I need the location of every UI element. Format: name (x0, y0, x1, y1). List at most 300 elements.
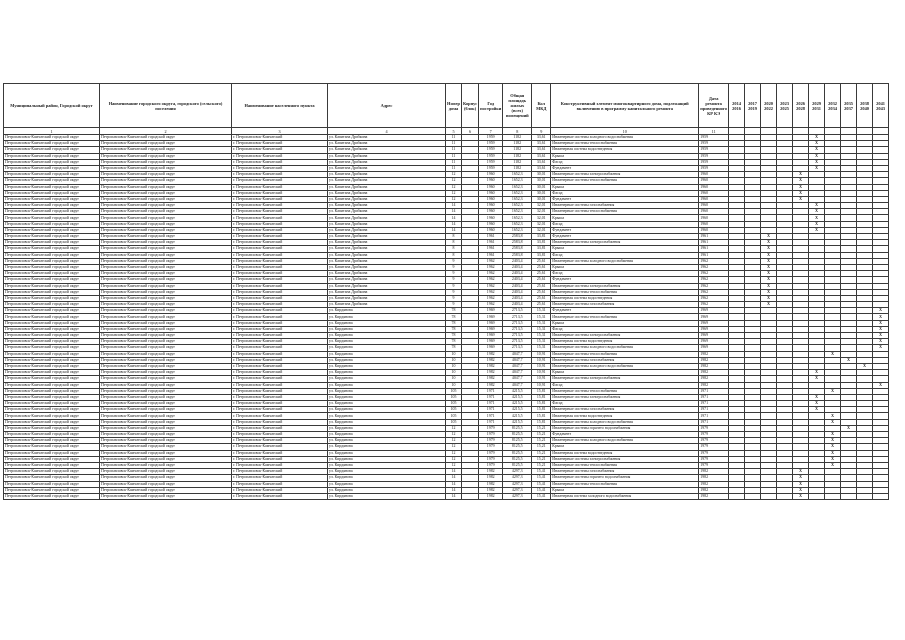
address-cell: ул. Кирдянова (328, 450, 446, 456)
settlement-cell: Петропавловск-Камчатский городской округ (100, 264, 232, 270)
column-header: 2041 2043 (873, 84, 889, 128)
build-year-cell: 1979 (479, 444, 503, 450)
address-cell: ул. Капитана Драбкина (328, 190, 446, 196)
build-year-cell: 1982 (479, 481, 503, 487)
district-cell: Петропавловск-Камчатский городской округ (4, 178, 100, 184)
settlement-cell: Петропавловск-Камчатский городской округ (100, 314, 232, 320)
repair-date-cell: 1962 (699, 264, 729, 270)
build-year-cell: 1971 (479, 413, 503, 419)
settlement-cell: Петропавловск-Камчатский городской округ (100, 234, 232, 240)
house-number-cell: 12 (446, 456, 462, 462)
period-mark-cell: X (761, 252, 777, 258)
address-cell: ул. Капитана Драбкина (328, 153, 446, 159)
element-cell: Крыша (551, 264, 699, 270)
build-year-cell: 1971 (479, 388, 503, 394)
repair-date-cell: 1969 (699, 345, 729, 351)
mkd-count-cell: 10,91 (532, 370, 551, 376)
locality-cell: г. Петропавловск-Камчатский (232, 333, 328, 339)
address-cell: ул. Капитана Драбкина (328, 203, 446, 209)
column-number (729, 128, 745, 135)
area-cell: 4297,3 (503, 475, 532, 481)
column-number: 5 (446, 128, 462, 135)
element-cell: Инженерные системы газоснабжения (551, 469, 699, 475)
mkd-count-cell: 15,81 (532, 388, 551, 394)
locality-cell: г. Петропавловск-Камчатский (232, 487, 328, 493)
period-mark-cell: X (841, 357, 857, 363)
area-cell: 1182 (503, 141, 532, 147)
column-header: 2038 2040 (857, 84, 873, 128)
house-number-cell: 78 (446, 333, 462, 339)
locality-cell: г. Петропавловск-Камчатский (232, 178, 328, 184)
settlement-cell: Петропавловск-Камчатский городской округ (100, 196, 232, 202)
build-year-cell: 1960 (479, 196, 503, 202)
period-mark-cell: X (761, 246, 777, 252)
element-cell: Инженерные системы холодного водоснабжения (551, 258, 699, 264)
district-cell: Петропавловск-Камчатский городской округ (4, 339, 100, 345)
element-cell: Крыша (551, 444, 699, 450)
element-cell: Фасад (551, 159, 699, 165)
locality-cell: г. Петропавловск-Камчатский (232, 481, 328, 487)
district-cell: Петропавловск-Камчатский городской округ (4, 240, 100, 246)
locality-cell: г. Петропавловск-Камчатский (232, 438, 328, 444)
build-year-cell: 1961 (479, 234, 503, 240)
address-cell: ул. Капитана Драбкина (328, 302, 446, 308)
build-year-cell: 1969 (479, 339, 503, 345)
locality-cell: г. Петропавловск-Камчатский (232, 425, 328, 431)
settlement-cell: Петропавловск-Камчатский городской округ (100, 388, 232, 394)
address-cell: ул. Кирдянова (328, 413, 446, 419)
build-year-cell: 1982 (479, 382, 503, 388)
address-cell: ул. Капитана Драбкина (328, 147, 446, 153)
locality-cell: г. Петропавловск-Камчатский (232, 382, 328, 388)
address-cell: ул. Кирдянова (328, 339, 446, 345)
house-number-cell: 14 (446, 469, 462, 475)
house-number-cell: 9 (446, 283, 462, 289)
area-cell: 1652,3 (503, 190, 532, 196)
period-mark-cell: X (873, 339, 889, 345)
period-mark-cell: X (809, 153, 825, 159)
period-mark-cell: X (793, 178, 809, 184)
mkd-count-cell: 10,91 (532, 351, 551, 357)
settlement-cell: Петропавловск-Камчатский городской округ (100, 376, 232, 382)
element-cell: Инженерные системы теплоснабжения (551, 289, 699, 295)
area-cell: 2713,5 (503, 314, 532, 320)
repair-date-cell: 1971 (699, 419, 729, 425)
settlement-cell: Петропавловск-Камчатский городской округ (100, 221, 232, 227)
element-cell: Инженерные системы газоснабжения (551, 357, 699, 363)
build-year-cell: 1962 (479, 258, 503, 264)
column-number (777, 128, 793, 135)
locality-cell: г. Петропавловск-Камчатский (232, 153, 328, 159)
element-cell: Крыша (551, 487, 699, 493)
repair-date-cell: 1962 (699, 258, 729, 264)
locality-cell: г. Петропавловск-Камчатский (232, 246, 328, 252)
build-year-cell: 1959 (479, 153, 503, 159)
column-number: 3 (232, 128, 328, 135)
build-year-cell: 1982 (479, 487, 503, 493)
locality-cell: г. Петропавловск-Камчатский (232, 147, 328, 153)
repair-date-cell: 1971 (699, 394, 729, 400)
locality-cell: г. Петропавловск-Камчатский (232, 252, 328, 258)
mkd-count-cell: 30,01 (532, 172, 551, 178)
settlement-cell: Петропавловск-Камчатский городской округ (100, 339, 232, 345)
locality-cell: г. Петропавловск-Камчатский (232, 141, 328, 147)
mkd-count-cell: 15,41 (532, 475, 551, 481)
period-mark-cell: X (761, 295, 777, 301)
address-cell: ул. Капитана Драбкина (328, 252, 446, 258)
build-year-cell: 1971 (479, 394, 503, 400)
repair-date-cell: 1969 (699, 320, 729, 326)
district-cell: Петропавловск-Камчатский городской округ (4, 401, 100, 407)
element-cell: Фасад (551, 271, 699, 277)
period-mark-cell: X (793, 172, 809, 178)
address-cell: ул. Капитана Драбкина (328, 264, 446, 270)
element-cell: Крыша (551, 370, 699, 376)
period-mark-cell: X (873, 333, 889, 339)
area-cell: 4297,3 (503, 469, 532, 475)
repair-date-cell: 1959 (699, 159, 729, 165)
element-cell: Инженерные системы электроснабжения (551, 172, 699, 178)
address-cell: ул. Кирдянова (328, 432, 446, 438)
element-cell: Инженерные системы электроснабжения (551, 240, 699, 246)
district-cell: Петропавловск-Камчатский городской округ (4, 153, 100, 159)
column-number (857, 128, 873, 135)
district-cell: Петропавловск-Камчатский городской округ (4, 388, 100, 394)
address-cell: ул. Кирдянова (328, 333, 446, 339)
column-number: 9 (532, 128, 551, 135)
build-year-cell: 1969 (479, 308, 503, 314)
address-cell: ул. Капитана Драбкина (328, 258, 446, 264)
address-cell: ул. Капитана Драбкина (328, 289, 446, 295)
house-number-cell: 78 (446, 320, 462, 326)
settlement-cell: Петропавловск-Камчатский городской округ (100, 271, 232, 277)
address-cell: ул. Кирдянова (328, 370, 446, 376)
mkd-count-cell: 15,41 (532, 487, 551, 493)
locality-cell: г. Петропавловск-Камчатский (232, 339, 328, 345)
district-cell: Петропавловск-Камчатский городской округ (4, 227, 100, 233)
address-cell: ул. Кирдянова (328, 475, 446, 481)
element-cell: Фундамент (551, 277, 699, 283)
house-number-cell: 10 (446, 357, 462, 363)
settlement-cell: Петропавловск-Камчатский городской округ (100, 469, 232, 475)
area-cell: 2583,8 (503, 234, 532, 240)
settlement-cell: Петропавловск-Камчатский городской округ (100, 425, 232, 431)
column-header: Год постройки (479, 84, 503, 128)
district-cell: Петропавловск-Камчатский городской округ (4, 271, 100, 277)
mkd-count-cell: 15,31 (532, 339, 551, 345)
district-cell: Петропавловск-Камчатский городской округ (4, 215, 100, 221)
repair-date-cell: 1982 (699, 487, 729, 493)
house-number-cell: 11 (446, 159, 462, 165)
address-cell: ул. Кирдянова (328, 438, 446, 444)
district-cell: Петропавловск-Камчатский городской округ (4, 172, 100, 178)
area-cell: 1182 (503, 153, 532, 159)
build-year-cell: 1961 (479, 252, 503, 258)
mkd-count-cell: 25,61 (532, 295, 551, 301)
locality-cell: г. Петропавловск-Камчатский (232, 326, 328, 332)
period-mark-cell: X (793, 481, 809, 487)
mkd-count-cell: 15,31 (532, 314, 551, 320)
district-cell: Петропавловск-Камчатский городской округ (4, 450, 100, 456)
settlement-cell: Петропавловск-Камчатский городской округ (100, 159, 232, 165)
address-cell: ул. Кирдянова (328, 357, 446, 363)
locality-cell: г. Петропавловск-Камчатский (232, 172, 328, 178)
house-number-cell: 78 (446, 326, 462, 332)
house-number-cell: 14 (446, 221, 462, 227)
district-cell: Петропавловск-Камчатский городской округ (4, 264, 100, 270)
address-cell: ул. Капитана Драбкина (328, 221, 446, 227)
mkd-count-cell: 15,81 (532, 413, 551, 419)
district-cell: Петропавловск-Камчатский городской округ (4, 382, 100, 388)
element-cell: Инженерные системы электроснабжения (551, 376, 699, 382)
repair-date-cell: 1982 (699, 493, 729, 499)
build-year-cell: 1979 (479, 432, 503, 438)
locality-cell: г. Петропавловск-Камчатский (232, 419, 328, 425)
element-cell: Инженерные системы теплоснабжения (551, 141, 699, 147)
house-number-cell: 8 (446, 234, 462, 240)
district-cell: Петропавловск-Камчатский городской округ (4, 196, 100, 202)
element-cell: Инженерная система водоотведения (551, 450, 699, 456)
period-mark-cell: X (809, 165, 825, 171)
repair-date-cell: 1979 (699, 444, 729, 450)
element-cell: Фундамент (551, 432, 699, 438)
repair-date-cell: 1982 (699, 370, 729, 376)
period-mark-cell: X (825, 351, 841, 357)
element-cell: Инженерные системы теплоснабжения (551, 462, 699, 468)
district-cell: Петропавловск-Камчатский городской округ (4, 135, 100, 141)
district-cell: Петропавловск-Камчатский городской округ (4, 252, 100, 258)
address-cell: ул. Кирдянова (328, 481, 446, 487)
area-cell: 2713,5 (503, 308, 532, 314)
column-header: Адрес (328, 84, 446, 128)
mkd-count-cell: 15,41 (532, 481, 551, 487)
element-cell: Инженерная система водоотведения (551, 147, 699, 153)
locality-cell: г. Петропавловск-Камчатский (232, 277, 328, 283)
house-number-cell: 10 (446, 370, 462, 376)
repair-date-cell: 1971 (699, 413, 729, 419)
repair-date-cell: 1971 (699, 407, 729, 413)
mkd-count-cell: 15,21 (532, 456, 551, 462)
build-year-cell: 1960 (479, 215, 503, 221)
build-year-cell: 1960 (479, 221, 503, 227)
locality-cell: г. Петропавловск-Камчатский (232, 264, 328, 270)
district-cell: Петропавловск-Камчатский городской округ (4, 147, 100, 153)
element-cell: Инженерная система водоотведения (551, 413, 699, 419)
district-cell: Петропавловск-Камчатский городской округ (4, 469, 100, 475)
area-cell: 1652,3 (503, 209, 532, 215)
locality-cell: г. Петропавловск-Камчатский (232, 376, 328, 382)
build-year-cell: 1960 (479, 190, 503, 196)
house-number-cell: 14 (446, 203, 462, 209)
address-cell: ул. Капитана Драбкина (328, 196, 446, 202)
repair-date-cell: 1961 (699, 234, 729, 240)
district-cell: Петропавловск-Камчатский городской округ (4, 209, 100, 215)
settlement-cell: Петропавловск-Камчатский городской округ (100, 172, 232, 178)
build-year-cell: 1969 (479, 320, 503, 326)
repair-date-cell: 1969 (699, 314, 729, 320)
mkd-count-cell: 30,01 (532, 178, 551, 184)
settlement-cell: Петропавловск-Камчатский городской округ (100, 345, 232, 351)
house-number-cell: 9 (446, 271, 462, 277)
build-year-cell: 1971 (479, 407, 503, 413)
locality-cell: г. Петропавловск-Камчатский (232, 320, 328, 326)
house-number-cell: 10 (446, 382, 462, 388)
settlement-cell: Петропавловск-Камчатский городской округ (100, 295, 232, 301)
locality-cell: г. Петропавловск-Камчатский (232, 401, 328, 407)
column-number: 6 (462, 128, 479, 135)
locality-cell: г. Петропавловск-Камчатский (232, 456, 328, 462)
period-mark-cell: X (809, 401, 825, 407)
period-mark-cell: X (809, 203, 825, 209)
element-cell: Инженерные системы электроснабжения (551, 456, 699, 462)
mkd-count-cell: 30,01 (532, 184, 551, 190)
build-year-cell: 1982 (479, 351, 503, 357)
table-header (4, 84, 889, 135)
address-cell: ул. Капитана Драбкина (328, 178, 446, 184)
period-mark-cell: X (873, 308, 889, 314)
column-header: 2035 2037 (841, 84, 857, 128)
house-number-cell: 105 (446, 394, 462, 400)
area-cell: 4047,7 (503, 363, 532, 369)
repair-date-cell: 1962 (699, 302, 729, 308)
period-mark-cell: X (761, 234, 777, 240)
period-mark-cell: X (825, 419, 841, 425)
settlement-cell: Петропавловск-Камчатский городской округ (100, 370, 232, 376)
settlement-cell: Петропавловск-Камчатский городской округ (100, 450, 232, 456)
element-cell: Крыша (551, 153, 699, 159)
element-cell: Инженерная система холодного водоснабжения (551, 493, 699, 499)
address-cell: ул. Капитана Драбкина (328, 246, 446, 252)
district-cell: Петропавловск-Камчатский городской округ (4, 246, 100, 252)
house-number-cell: 105 (446, 413, 462, 419)
settlement-cell: Петропавловск-Камчатский городской округ (100, 407, 232, 413)
area-cell: 8125,5 (503, 444, 532, 450)
build-year-cell: 1962 (479, 289, 503, 295)
address-cell: ул. Кирдянова (328, 469, 446, 475)
period-mark-cell (841, 493, 857, 499)
element-cell: Инженерные системы теплоснабжения (551, 178, 699, 184)
locality-cell: г. Петропавловск-Камчатский (232, 221, 328, 227)
house-number-cell: 14 (446, 475, 462, 481)
column-number (873, 128, 889, 135)
repair-date-cell: 1960 (699, 190, 729, 196)
area-cell: 4047,7 (503, 376, 532, 382)
build-year-cell: 1960 (479, 184, 503, 190)
settlement-cell: Петропавловск-Камчатский городской округ (100, 493, 232, 499)
mkd-count-cell: 15,31 (532, 345, 551, 351)
locality-cell: г. Петропавловск-Камчатский (232, 394, 328, 400)
column-number (809, 128, 825, 135)
settlement-cell: Петропавловск-Камчатский городской округ (100, 308, 232, 314)
settlement-cell: Петропавловск-Камчатский городской округ (100, 481, 232, 487)
repair-date-cell: 1962 (699, 277, 729, 283)
address-cell: ул. Кирдянова (328, 320, 446, 326)
settlement-cell: Петропавловск-Камчатский городской округ (100, 147, 232, 153)
period-mark-cell: X (825, 432, 841, 438)
area-cell: 2713,5 (503, 326, 532, 332)
period-mark-cell: X (809, 407, 825, 413)
block-cell (462, 493, 479, 499)
settlement-cell: Петропавловск-Камчатский городской округ (100, 165, 232, 171)
house-number-cell: 9 (446, 295, 462, 301)
element-cell: Фасад (551, 190, 699, 196)
period-mark-cell: X (761, 264, 777, 270)
repair-date-cell: 1982 (699, 475, 729, 481)
district-cell: Петропавловск-Камчатский городской округ (4, 333, 100, 339)
area-cell: 2403,4 (503, 271, 532, 277)
build-year-cell: 1962 (479, 283, 503, 289)
house-number-cell: 9 (446, 302, 462, 308)
locality-cell: г. Петропавловск-Камчатский (232, 227, 328, 233)
period-mark-cell: X (873, 320, 889, 326)
house-number-cell: 8 (446, 240, 462, 246)
repair-date-cell: 1959 (699, 141, 729, 147)
district-cell: Петропавловск-Камчатский городской округ (4, 302, 100, 308)
area-cell: 8125,5 (503, 432, 532, 438)
repair-date-cell: 1979 (699, 456, 729, 462)
settlement-cell: Петропавловск-Камчатский городской округ (100, 153, 232, 159)
address-cell: ул. Капитана Драбкина (328, 172, 446, 178)
element-cell: Крыша (551, 246, 699, 252)
area-cell: 4215,5 (503, 388, 532, 394)
settlement-cell: Петропавловск-Камчатский городской округ (100, 215, 232, 221)
column-number (761, 128, 777, 135)
element-cell: Фасад (551, 252, 699, 258)
address-cell: ул. Кирдянова (328, 425, 446, 431)
settlement-cell: Петропавловск-Камчатский городской округ (100, 302, 232, 308)
element-cell: Фасад (551, 221, 699, 227)
build-year-cell: 1971 (479, 401, 503, 407)
area-cell: 8125,5 (503, 425, 532, 431)
period-mark-cell: X (793, 487, 809, 493)
house-number-cell: 12 (446, 190, 462, 196)
house-number-cell: 12 (446, 196, 462, 202)
locality-cell: г. Петропавловск-Камчатский (232, 234, 328, 240)
build-year-cell: 1969 (479, 326, 503, 332)
period-mark-cell: X (857, 363, 873, 369)
column-header: Номер дома (446, 84, 462, 128)
period-mark-cell: X (809, 376, 825, 382)
address-cell: ул. Капитана Драбкина (328, 277, 446, 283)
mkd-count-cell: 33,61 (532, 159, 551, 165)
area-cell: 8125,5 (503, 456, 532, 462)
district-cell: Петропавловск-Камчатский городской округ (4, 159, 100, 165)
element-cell: Инженерные системы холодного водоснабжения (551, 135, 699, 141)
mkd-count-cell: 33,61 (532, 153, 551, 159)
settlement-cell: Петропавловск-Камчатский городской округ (100, 475, 232, 481)
element-cell: Фундамент (551, 234, 699, 240)
mkd-count-cell: 32,01 (532, 209, 551, 215)
locality-cell: г. Петропавловск-Камчатский (232, 493, 328, 499)
house-number-cell: 14 (446, 209, 462, 215)
address-cell: ул. Кирдянова (328, 407, 446, 413)
area-cell: 2713,5 (503, 333, 532, 339)
district-cell: Петропавловск-Камчатский городской округ (4, 456, 100, 462)
settlement-cell: Петропавловск-Камчатский городской округ (100, 289, 232, 295)
repair-date-cell: 1982 (699, 481, 729, 487)
district-cell: Петропавловск-Камчатский городской округ (4, 277, 100, 283)
mkd-count-cell: 33,81 (532, 240, 551, 246)
house-number-cell: 12 (446, 425, 462, 431)
house-number-cell: 105 (446, 388, 462, 394)
area-cell: 1182 (503, 135, 532, 141)
repair-date-cell: 1960 (699, 209, 729, 215)
repair-date-cell: 1982 (699, 376, 729, 382)
area-cell: 4215,5 (503, 401, 532, 407)
column-header: 2032 2034 (825, 84, 841, 128)
build-year-cell: 1971 (479, 419, 503, 425)
repair-date-cell: 1960 (699, 221, 729, 227)
